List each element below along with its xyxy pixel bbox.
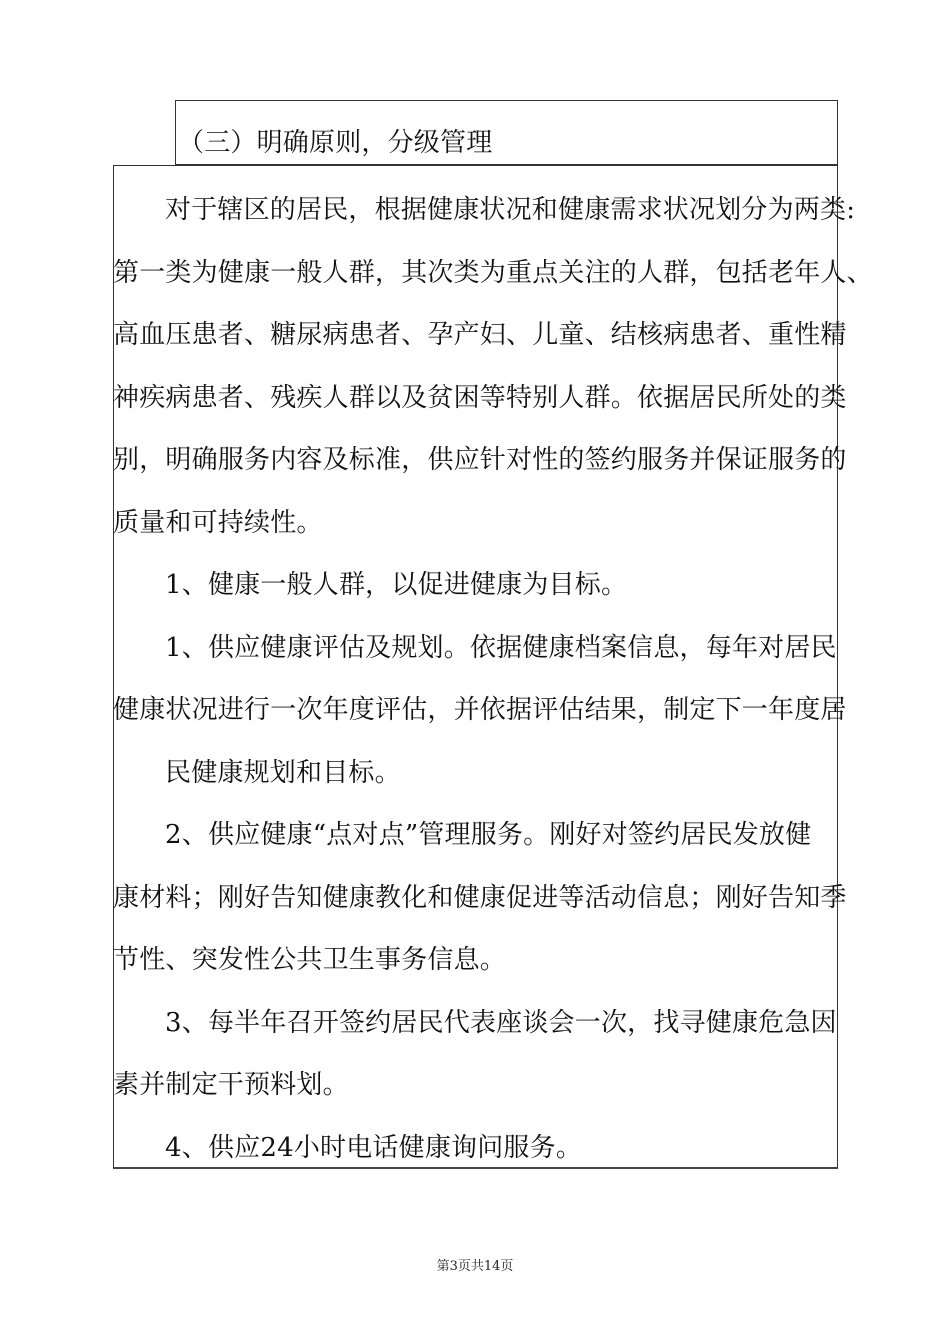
body-text-line: 神疾病患者、残疾人群以及贫困等特别人群。依据居民所处的类 <box>113 382 847 413</box>
body-text-line: 对于辖区的居民，根据健康状况和健康需求状况划分为两类: <box>165 195 856 225</box>
body-text-line: 健康状况进行一次年度评估，并依据评估结果，制定下一年度居 <box>113 695 847 725</box>
body-text-line: 3、每半年召开签约居民代表座谈会一次，找寻健康危急因 <box>165 1007 837 1038</box>
heading-cell <box>175 100 838 166</box>
body-text-line: 1、健康一般人群，以促进健康为目标。 <box>165 570 628 600</box>
body-text-line: 素并制定干预料划。 <box>113 1070 349 1100</box>
body-text-line: 节性、突发性公共卫生事务信息。 <box>113 945 507 975</box>
body-text-line: 2、供应健康“点对点”管理服务。刚好对签约居民发放健 <box>165 820 812 850</box>
body-text-line: 康材料；刚好告知健康教化和健康促进等活动信息；刚好告知季 <box>113 882 847 913</box>
body-text-line: 质量和可持续性。 <box>113 507 323 538</box>
body-text-line: 1、供应健康评估及规划。依据健康档案信息，每年对居民 <box>165 632 837 663</box>
body-text-line: 4、供应24小时电话健康询问服务。 <box>165 1132 583 1163</box>
section-heading: （三）明确原则，分级管理 <box>178 128 493 158</box>
page-footer: 第3页共14页 <box>436 1259 514 1274</box>
body-text-line: 第一类为健康一般人群，其次类为重点关注的人群，包括老年人、 <box>113 257 873 288</box>
body-text-line: 别，明确服务内容及标准，供应针对性的签约服务并保证服务的 <box>113 445 847 475</box>
body-text-line: 高血压患者、糖尿病患者、孕产妇、儿童、结核病患者、重性精 <box>113 320 847 350</box>
body-text-line: 民健康规划和目标。 <box>165 757 401 788</box>
